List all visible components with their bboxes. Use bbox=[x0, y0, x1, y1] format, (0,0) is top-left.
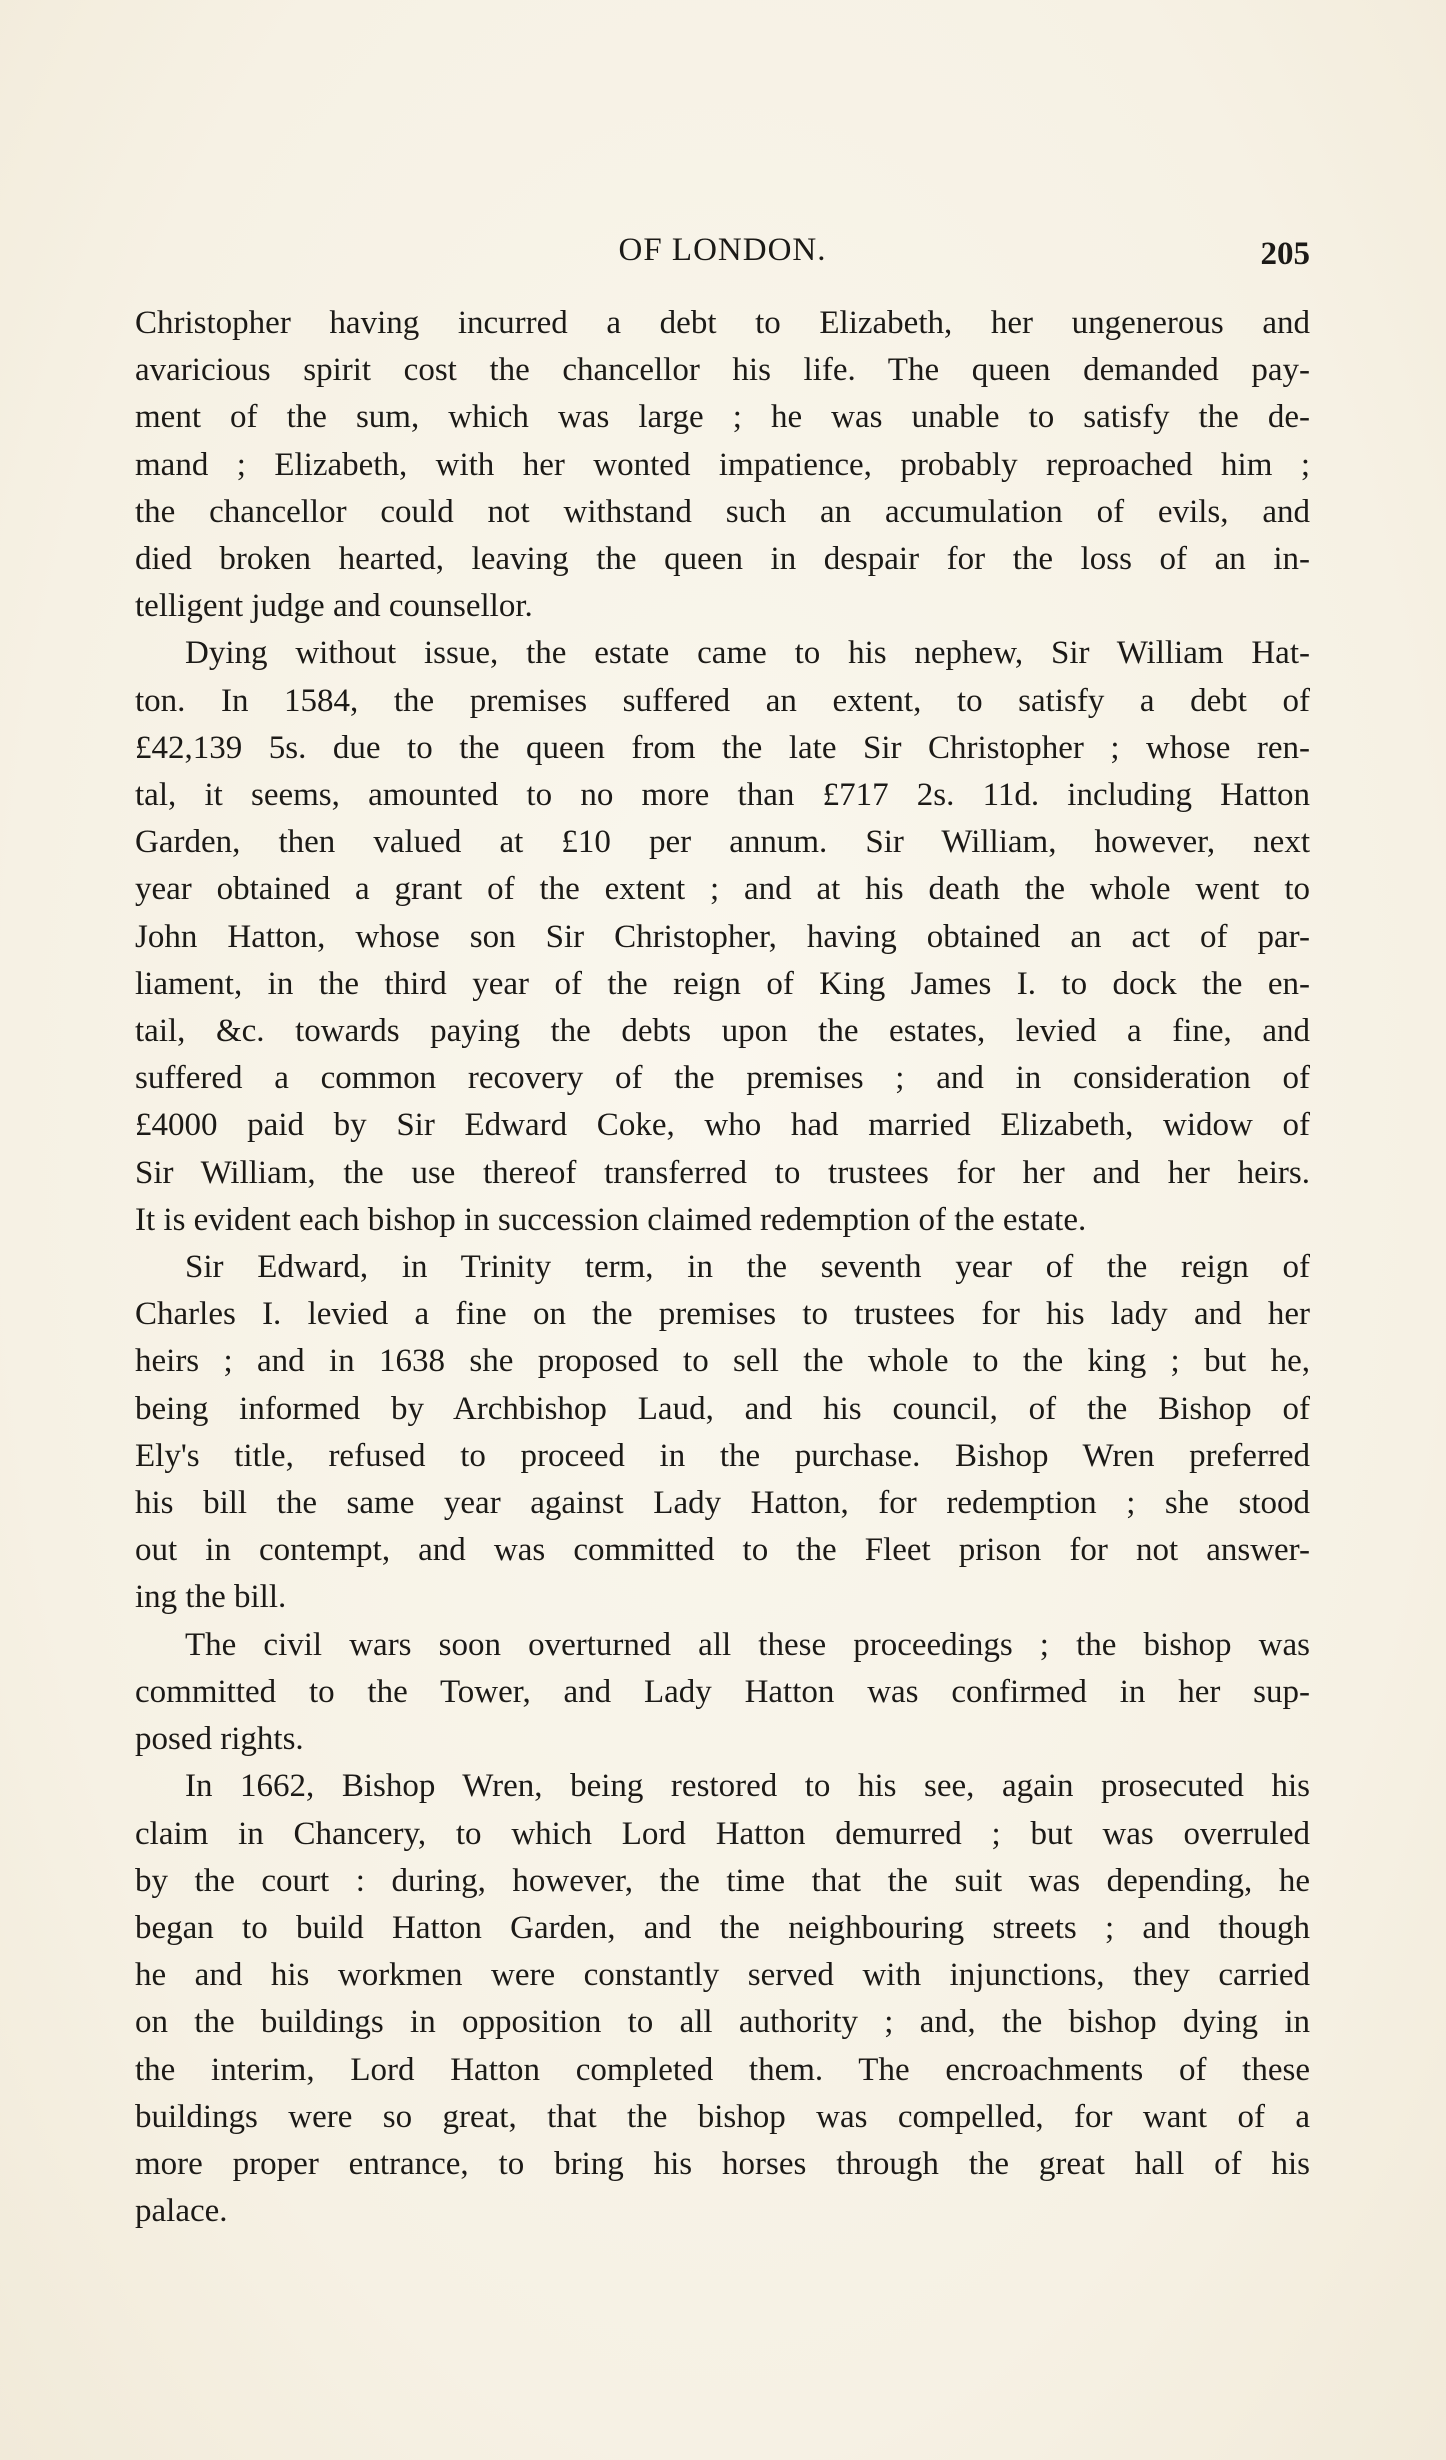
text-line: avaricious spirit cost the chancellor his life. The queen demanded pay- bbox=[135, 352, 1310, 389]
text-line: posed rights. bbox=[135, 1721, 304, 1758]
paragraph bbox=[135, 1244, 1310, 1622]
text-line: buildings were so great, that the bishop was compelled, for want of a bbox=[135, 2098, 1310, 2135]
text-line: ing the bill. bbox=[135, 1579, 287, 1616]
text-line: on the buildings in opposition to all authority ; and, the bishop dying in bbox=[135, 2004, 1310, 2041]
text-line: ton. In 1584, the premises suffered an extent, to satisfy a debt of bbox=[135, 682, 1310, 719]
text-line: his bill the same year against Lady Hatton, for redemption ; she stood bbox=[135, 1485, 1310, 1522]
text-line: Christopher having incurred a debt to Elizabeth, her ungenerous and bbox=[135, 305, 1310, 341]
text-line: claim in Chancery, to which Lord Hatton demurred ; but was overruled bbox=[135, 1815, 1310, 1852]
text-line: Dying without issue, the estate came to his nephew, Sir William Hat- bbox=[185, 635, 1310, 672]
text-line: ment of the sum, which was large ; he was unable to satisfy the de- bbox=[135, 399, 1310, 436]
text-line: Charles I. levied a fine on the premises to trustees for his lady and her bbox=[135, 1296, 1310, 1333]
text-line: died broken hearted, leaving the queen in despair for the loss of an in- bbox=[135, 541, 1310, 578]
text-line: Ely's title, refused to proceed in the purchase. Bishop Wren preferred bbox=[135, 1437, 1310, 1474]
text-line: more proper entrance, to bring his horses through the great hall of his bbox=[135, 2145, 1310, 2182]
text-line: began to build Hatton Garden, and the neighbouring streets ; and though bbox=[135, 1909, 1310, 1946]
text-line: Sir Edward, in Trinity term, in the seventh year of the reign of bbox=[185, 1249, 1310, 1286]
text-line: John Hatton, whose son Sir Christopher, having obtained an act of par- bbox=[135, 918, 1310, 955]
paragraph bbox=[135, 630, 1310, 1244]
text-line: tail, &c. towards paying the debts upon the estates, levied a fine, and bbox=[135, 1013, 1310, 1050]
text-line: by the court : during, however, the time that the suit was depending, he bbox=[135, 1862, 1310, 1899]
page-header bbox=[135, 232, 1310, 282]
text-line: It is evident each bishop in succession claimed redemption of the estate. bbox=[135, 1201, 1087, 1238]
running-title: OF LONDON. bbox=[618, 232, 827, 268]
page-number: 205 bbox=[1260, 236, 1310, 272]
text-line: heirs ; and in 1638 she proposed to sell the whole to the king ; but he, bbox=[135, 1343, 1310, 1380]
text-line: palace. bbox=[135, 2193, 228, 2230]
paragraph bbox=[135, 1763, 1310, 2235]
body-text bbox=[135, 300, 1310, 2235]
paragraph bbox=[135, 1622, 1310, 1764]
text-line: The civil wars soon overturned all these proceedings ; the bishop was bbox=[185, 1626, 1310, 1663]
text-line: liament, in the third year of the reign of King James I. to dock the en- bbox=[135, 965, 1310, 1002]
text-line: tal, it seems, amounted to no more than £717 2s. 11d. including Hatton bbox=[135, 777, 1310, 814]
text-line: the interim, Lord Hatton completed them. The encroachments of these bbox=[135, 2051, 1310, 2088]
text-line: year obtained a grant of the extent ; and at his death the whole went to bbox=[135, 871, 1310, 908]
text-line: £4000 paid by Sir Edward Coke, who had married Elizabeth, widow of bbox=[135, 1107, 1310, 1144]
text-line: telligent judge and counsellor. bbox=[135, 588, 533, 625]
text-line: committed to the Tower, and Lady Hatton was confirmed in her sup- bbox=[135, 1673, 1310, 1710]
text-line: Sir William, the use thereof transferred to trustees for her and her heirs. bbox=[135, 1154, 1310, 1191]
text-line: out in contempt, and was committed to the Fleet prison for not answer- bbox=[135, 1532, 1310, 1569]
text-line: the chancellor could not withstand such an accumulation of evils, and bbox=[135, 493, 1310, 530]
text-line: In 1662, Bishop Wren, being restored to his see, again prosecuted his bbox=[185, 1768, 1310, 1805]
text-line: mand ; Elizabeth, with her wonted impatience, probably reproached him ; bbox=[135, 446, 1310, 483]
text-line: suffered a common recovery of the premises ; and in consideration of bbox=[135, 1060, 1310, 1097]
paragraph bbox=[135, 300, 1310, 630]
text-line: Garden, then valued at £10 per annum. Sir William, however, next bbox=[135, 824, 1310, 861]
text-line: £42,139 5s. due to the queen from the late Sir Christopher ; whose ren- bbox=[135, 729, 1310, 766]
text-line: he and his workmen were constantly served with injunctions, they carried bbox=[135, 1957, 1310, 1994]
text-line: being informed by Archbishop Laud, and his council, of the Bishop of bbox=[135, 1390, 1310, 1427]
